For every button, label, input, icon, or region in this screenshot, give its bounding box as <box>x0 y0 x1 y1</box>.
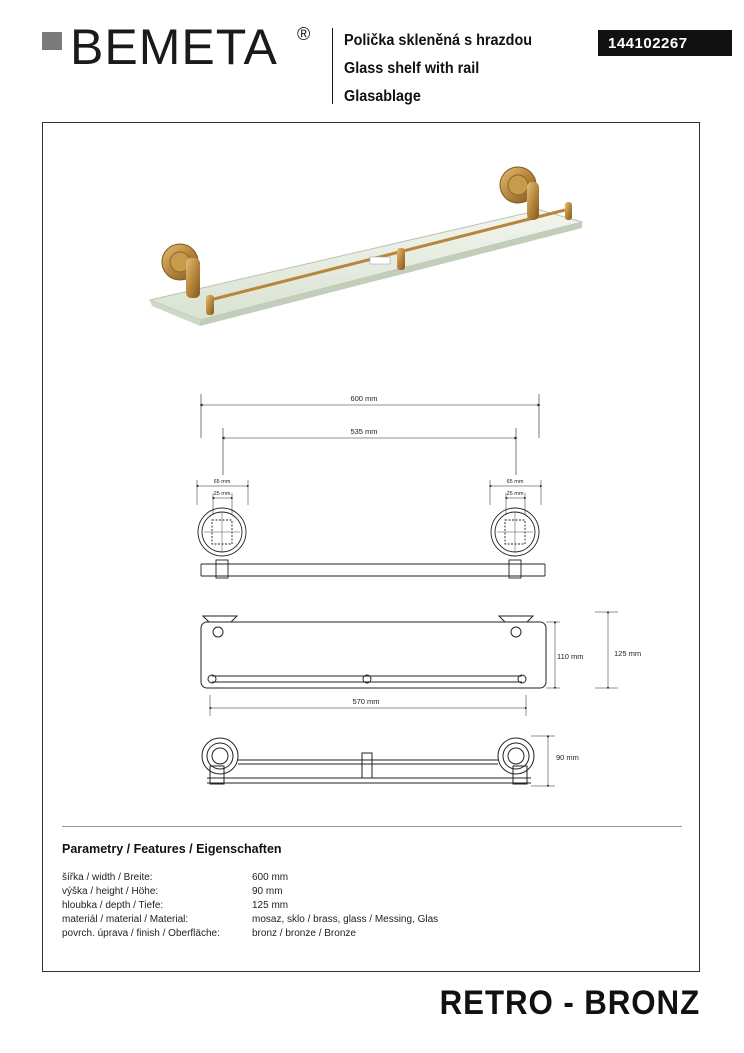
feature-row <box>62 927 438 941</box>
brand-name: BEMETA <box>70 19 278 75</box>
feature-value: 90 mm <box>252 886 283 897</box>
feature-label: výška / height / Höhe: <box>62 886 159 897</box>
feature-label: šířka / width / Breite: <box>62 872 153 883</box>
title-cz: Polička skleněná s hrazdou <box>344 32 533 49</box>
feature-value: 600 mm <box>252 872 289 883</box>
feature-label: povrch. úprava / finish / Oberfläche: <box>62 928 220 939</box>
dim-mount-distance: 535 mm <box>350 427 378 436</box>
product-photo <box>150 167 582 326</box>
dim-right-rosette-outer: 65 mm <box>506 479 524 485</box>
feature-row <box>62 899 438 913</box>
features-title: Parametry / Features / Eigenschaften <box>62 842 282 856</box>
top-view <box>202 738 534 784</box>
dim-overall-width: 600 mm <box>350 394 378 403</box>
dim-right-rosette-inner: 25 mm <box>506 491 524 497</box>
product-code-badge: 144102267 <box>598 30 732 56</box>
dim-depth: 90 mm <box>556 753 579 762</box>
features-divider <box>62 826 682 827</box>
feature-value: mosaz, sklo / brass, glass / Messing, Glas <box>252 914 439 925</box>
title-en: Glass shelf with rail <box>344 60 480 77</box>
rosette-dimension-lines <box>197 480 541 515</box>
dim-total-height: 125 mm <box>614 649 642 658</box>
feature-row <box>62 913 438 927</box>
dim-glass-height: 110 mm <box>557 652 584 661</box>
feature-value: 125 mm <box>252 900 289 911</box>
front-view <box>198 508 545 578</box>
series-title: RETRO - BRONZ <box>439 984 700 1022</box>
feature-label: materiál / material / Material: <box>62 914 189 925</box>
feature-value: bronz / bronze / Bronze <box>252 928 356 939</box>
title-de: Glasablage <box>344 88 421 105</box>
dim-glass-length: 570 mm <box>352 697 380 706</box>
dim-left-rosette-outer: 65 mm <box>213 479 231 485</box>
feature-label: hloubka / depth / Tiefe: <box>62 900 164 911</box>
elevation-view <box>201 616 546 688</box>
registered-mark: ® <box>297 24 311 44</box>
features-table <box>62 871 438 941</box>
elevation-dimension-lines <box>210 612 618 716</box>
dim-left-rosette-inner: 25 mm <box>213 491 231 497</box>
feature-row <box>62 885 438 899</box>
depth-dimension-lines <box>531 736 555 786</box>
feature-row <box>62 871 438 885</box>
